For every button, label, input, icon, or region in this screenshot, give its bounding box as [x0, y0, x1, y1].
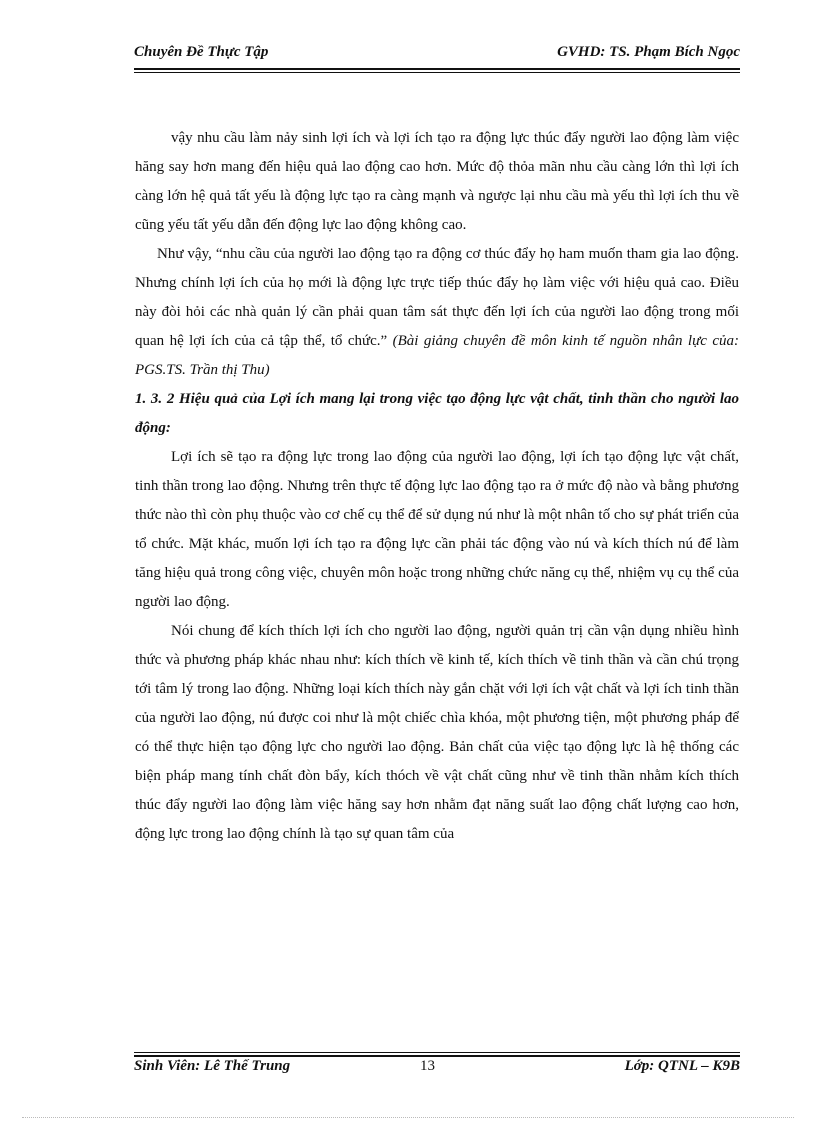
paragraph-1: vậy nhu cầu làm nảy sinh lợi ích và lợi ích tạo ra động lực thúc đẩy người lao động làm việc hăng say hơn mang đến hiệu quả lao động cao hơn. Mức độ thỏa mãn nhu cầu càng lớn thì lợi ích càng lớn hệ quả tất yếu là động lực tạo ra càng mạnh và ngược lại nhu cầu mà yếu thì lợi ích thu về cũng yếu tất yếu dẫn đến động lực lao động không cao.	[135, 130, 739, 233]
page-number: 13	[420, 1058, 435, 1074]
page-body	[135, 124, 739, 849]
paragraph-2-citation: (Bài giảng chuyên đề môn kinh tế nguồn nhân lực của: PGS.TS. Trần thị Thu)	[135, 333, 739, 378]
header-rule-thin	[134, 72, 740, 73]
footer-class: Lớp: QTNL – K9B	[624, 1058, 740, 1074]
paragraph-2	[135, 240, 739, 385]
paragraph-3: Lợi ích sẽ tạo ra động lực trong lao động của người lao động, lợi ích tạo động lực vật chất, tinh thần trong lao động. Nhưng trên thực tế động lực lao động tạo ra ở mức độ nào và bằng phương thức nào thì còn phụ thuộc vào cơ chế cụ thể để sử dụng nú như là một nhân tố cho sự phát triển của tổ chức. Mặt khác, muốn lợi ích tạo ra động lực cần phải tác động vào nú và kích thích nú để làm tăng hiệu quả trong công việc, chuyên môn hoặc trong những chức năng cụ thể, nhiệm vụ cụ thể của người lao động.	[135, 449, 739, 610]
footer-rule-thick	[134, 1055, 740, 1057]
page-bottom-border	[22, 1117, 794, 1118]
footer-student: Sinh Viên: Lê Thế Trung	[134, 1058, 291, 1074]
header-rule-thick	[134, 68, 740, 70]
header-title: Chuyên Đề Thực Tập	[134, 44, 269, 60]
section-heading: 1. 3. 2 Hiệu quả của Lợi ích mang lại trong việc tạo động lực vật chất, tinh thần cho người lao động:	[135, 391, 739, 436]
footer-rule-thin	[134, 1052, 740, 1053]
header-supervisor: GVHD: TS. Phạm Bích Ngọc	[557, 44, 740, 60]
page-footer	[134, 1058, 740, 1078]
paragraph-2-text: Như vậy, “nhu cầu của người lao động tạo ra động cơ thúc đẩy họ ham muốn tham gia lao động. Nhưng chính lợi ích của họ mới là động lực trực tiếp thúc đẩy họ làm việc với hiệu quả cao. Điều này đòi hỏi các nhà quản lý cần phải quan tâm sát thực đến lợi ích của người lao động trong mối quan hệ lợi ích của cả tập thể, tổ chức.”	[135, 246, 739, 349]
page-header	[134, 44, 740, 61]
paragraph-4: Nói chung để kích thích lợi ích cho người lao động, người quản trị cần vận dụng nhiều hình thức và phương pháp khác nhau như: kích thích về kinh tế, kích thích về tinh thần và cần chú trọng tới tâm lý trong lao động. Những loại kích thích này gắn chặt với lợi ích vật chất và lợi ích tinh thần của người lao động, nú được coi như là một chiếc chìa khóa, một phương tiện, một phương pháp để có thể thực hiện tạo động lực cho người lao động. Bản chất của việc tạo động lực là hệ thống các biện pháp mang tính chất đòn bẩy, kích thóch về vật chất cũng như về tinh thần nhằm kích thích thúc đẩy người lao động làm việc hăng say hơn nhằm đạt năng suất lao động chất lượng cao hơn, động lực trong lao động chính là tạo sự quan tâm của	[135, 623, 739, 842]
